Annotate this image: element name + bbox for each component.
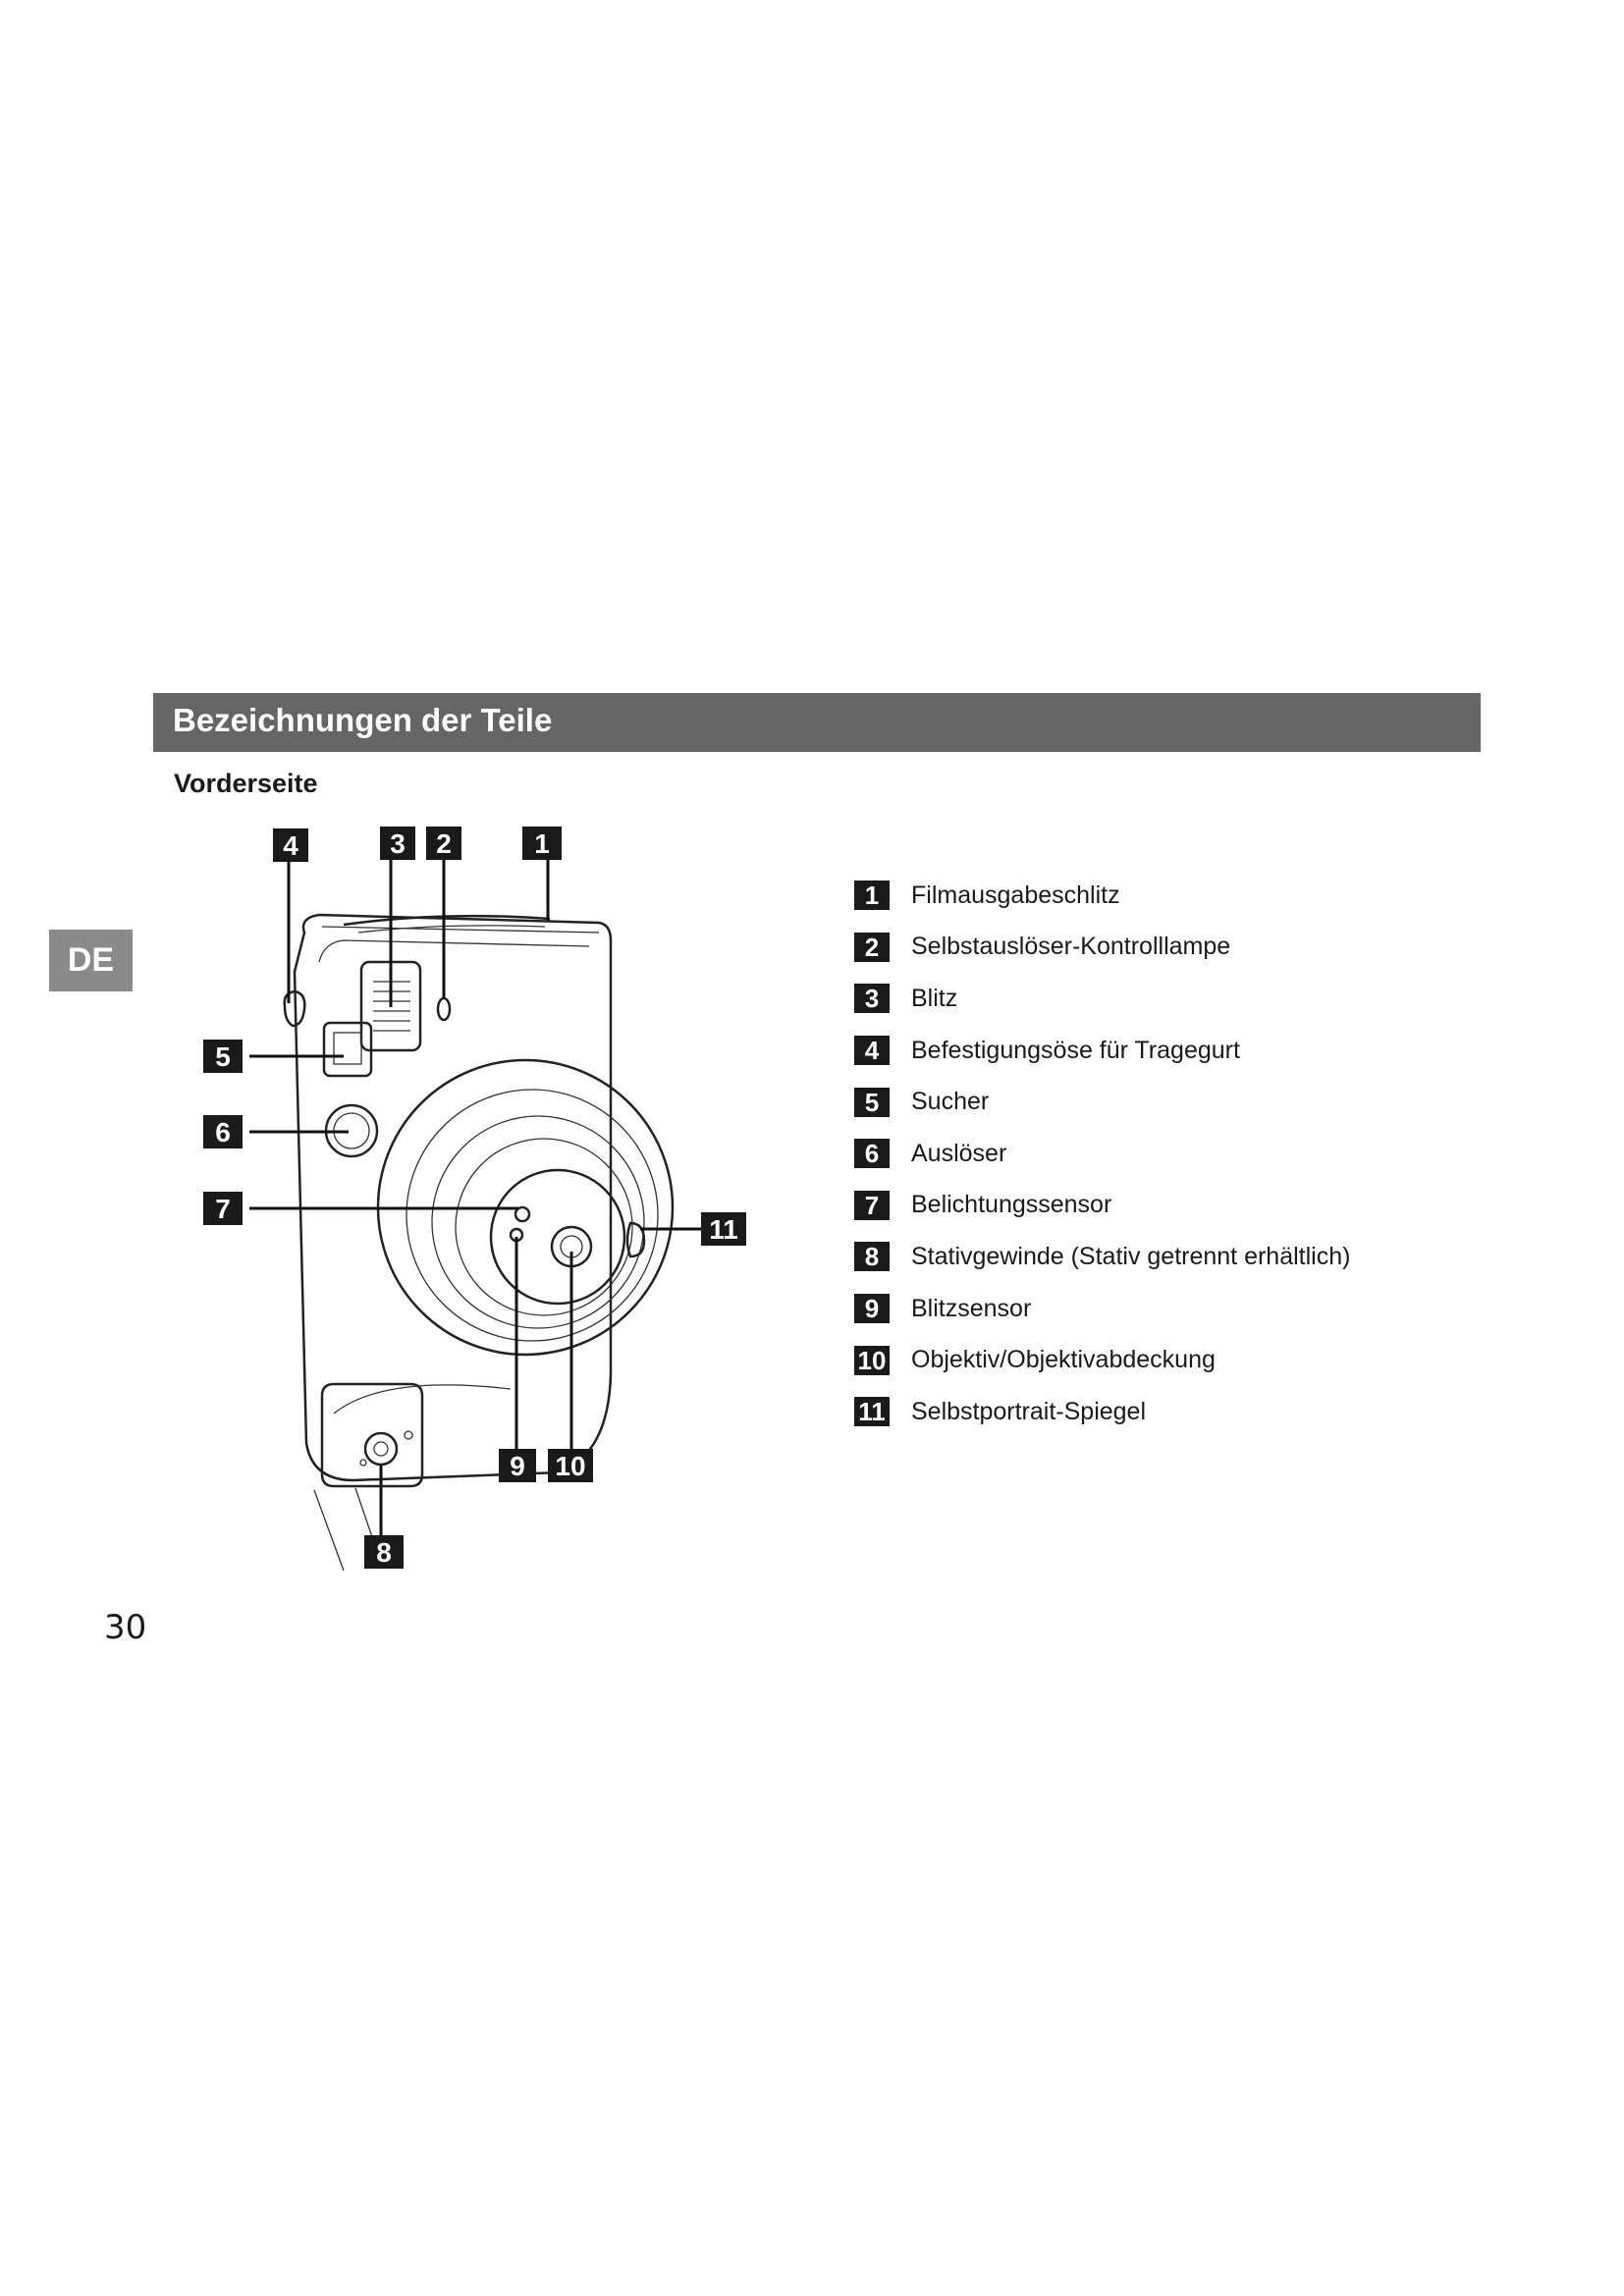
callout-11 (701, 1212, 746, 1246)
legend-item (854, 973, 1542, 1025)
callout-3 (380, 827, 415, 860)
callout-8 (364, 1535, 404, 1569)
legend-label: Blitz (911, 984, 958, 1012)
legend-number: 9 (854, 1294, 890, 1323)
legend-item (854, 870, 1542, 922)
legend-item (854, 1180, 1542, 1232)
camera-body-illustration (285, 915, 673, 1571)
legend-item (854, 922, 1542, 974)
svg-text:6: 6 (215, 1117, 231, 1148)
legend-number: 3 (854, 984, 890, 1013)
svg-text:8: 8 (376, 1537, 392, 1568)
legend-item (854, 1283, 1542, 1335)
camera-front-diagram (187, 825, 756, 1580)
section-title: Bezeichnungen der Teile (173, 702, 553, 738)
legend-number: 2 (854, 933, 890, 962)
language-tab: DE (49, 930, 133, 991)
callout-6 (203, 1115, 243, 1148)
legend-label: Stativgewinde (Stativ getrennt erhältlich) (911, 1242, 1351, 1270)
legend-label: Objektiv/Objektivabdeckung (911, 1346, 1216, 1374)
legend-label: Belichtungssensor (911, 1191, 1112, 1219)
legend-number: 7 (854, 1191, 890, 1220)
legend-label: Filmausgabeschlitz (911, 881, 1120, 909)
legend-label: Selbstportrait-Spiegel (911, 1397, 1147, 1425)
legend-item (854, 1076, 1542, 1128)
callout-7 (203, 1192, 243, 1225)
page-number: 30 (104, 1608, 147, 1647)
legend-label: Blitzsensor (911, 1294, 1032, 1322)
legend-item (854, 1128, 1542, 1180)
legend-item (854, 1334, 1542, 1386)
svg-text:5: 5 (215, 1041, 231, 1072)
legend-item (854, 1386, 1542, 1438)
legend-label: Auslöser (911, 1139, 1007, 1167)
legend-number: 8 (854, 1242, 890, 1271)
svg-text:10: 10 (555, 1451, 586, 1481)
svg-text:9: 9 (510, 1451, 525, 1481)
callout-4 (273, 828, 308, 862)
parts-legend (854, 870, 1542, 1438)
callout-1 (522, 827, 562, 860)
legend-number: 4 (854, 1036, 890, 1065)
legend-label: Befestigungsöse für Tragegurt (911, 1036, 1240, 1064)
callout-2 (426, 827, 461, 860)
legend-item (854, 1025, 1542, 1077)
legend-number: 1 (854, 881, 890, 910)
svg-text:3: 3 (390, 828, 406, 859)
leader-lines (249, 860, 702, 1546)
svg-text:11: 11 (709, 1214, 738, 1245)
section-title-bar (153, 693, 1481, 752)
legend-item (854, 1231, 1542, 1283)
svg-text:1: 1 (534, 828, 550, 859)
legend-number: 10 (854, 1346, 890, 1375)
legend-label: Sucher (911, 1088, 990, 1116)
svg-text:2: 2 (436, 828, 452, 859)
legend-number: 6 (854, 1139, 890, 1168)
callout-9 (499, 1449, 536, 1482)
subsection-title: Vorderseite (174, 769, 318, 798)
callout-10 (548, 1449, 593, 1482)
callout-5 (203, 1040, 243, 1073)
legend-label: Selbstauslöser-Kontrolllampe (911, 933, 1231, 961)
legend-number: 11 (854, 1397, 890, 1426)
tripod-socket-detail (322, 1384, 422, 1486)
svg-text:4: 4 (283, 830, 298, 861)
legend-number: 5 (854, 1088, 890, 1117)
svg-text:7: 7 (215, 1194, 231, 1224)
